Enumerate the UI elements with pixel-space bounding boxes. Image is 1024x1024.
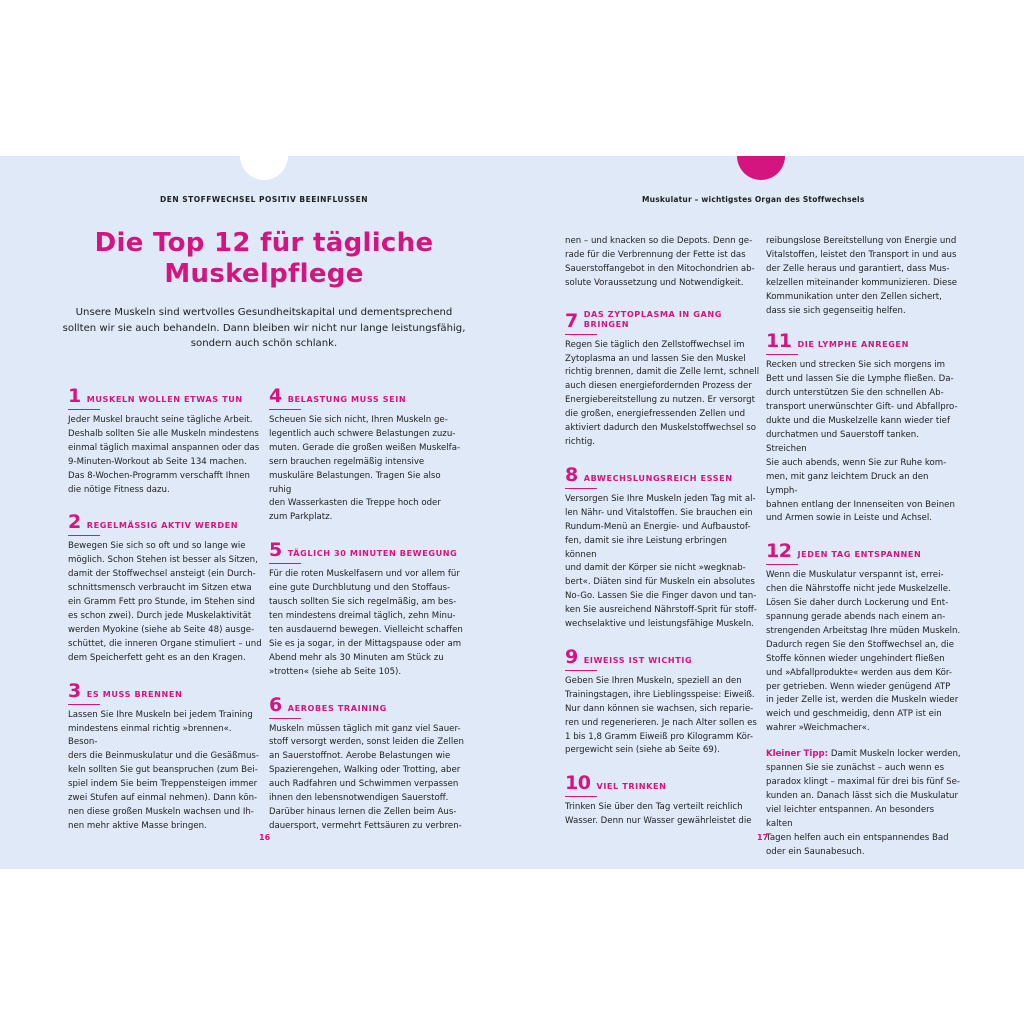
body-line: durch unterstützen Sie den schnellen Ab- xyxy=(766,388,944,399)
section-heading xyxy=(565,645,760,668)
body-line: chen die Nährstoffe nicht jede Muskelzelle. xyxy=(766,584,951,595)
body-line: Versorgen Sie Ihre Muskeln jeden Tag mit al- xyxy=(565,493,756,504)
body-line: dauersport, vermehrt Fettsäuren zu verbren- xyxy=(269,820,462,831)
tip-section-6-continued xyxy=(565,235,760,291)
section-number: 3 xyxy=(68,679,81,702)
section-number: 10 xyxy=(565,772,591,795)
body-line: kunden an. Danach lässt sich die Muskulatur xyxy=(766,790,959,801)
body-line: ten ausdauernd bewegen. Vielleicht schaffen xyxy=(269,624,463,635)
tip-section-12 xyxy=(766,542,961,736)
tip-section-3 xyxy=(68,679,263,834)
body-line: spannung gerade abends nach einem an- xyxy=(766,612,946,623)
section-number: 1 xyxy=(68,385,81,407)
body-line: Rundum-Menü an Energie- und Aufbaustof- xyxy=(565,521,751,532)
section-number: 5 xyxy=(269,539,282,562)
section-number: 11 xyxy=(766,330,792,353)
intro-paragraph xyxy=(60,305,468,352)
heading-rule xyxy=(269,563,301,564)
body-line: tausch sollten Sie sich regelmäßig, am bes- xyxy=(269,597,457,608)
section-heading xyxy=(269,693,464,716)
body-line: Stoffe können wieder ungehindert fließen xyxy=(766,653,945,664)
section-body xyxy=(565,235,760,291)
column-4 xyxy=(766,235,961,869)
body-line: der Zelle heraus und garantiert, dass Mus- xyxy=(766,263,950,274)
section-body xyxy=(269,723,464,834)
body-line: ten mindestens dreimal täglich, zehn Minu- xyxy=(269,610,456,621)
section-title: VIEL TRINKEN xyxy=(596,781,667,792)
body-line: dem Speicherfett geht es an den Kragen. xyxy=(68,652,246,663)
body-line: den Wasserkasten die Treppe hoch oder xyxy=(269,498,441,509)
body-line: Dadurch regen Sie den Stoffwechsel an, die xyxy=(766,639,955,650)
intro-line: Unsere Muskeln sind wertvolles Gesundheitskapital und dementsprechend xyxy=(75,307,453,318)
intro-line: sondern auch schön schlank. xyxy=(190,338,338,349)
book-spread xyxy=(0,156,1024,869)
body-line: Sie es ja sogar, in der Mittagspause oder am xyxy=(269,638,462,649)
heading-rule xyxy=(68,535,100,536)
body-line: 9-Minuten-Workout ab Seite 134 machen. xyxy=(68,456,247,467)
section-body xyxy=(68,709,263,834)
body-line: richtig. xyxy=(565,436,596,447)
body-line: Scheuen Sie sich nicht, Ihren Muskeln ge- xyxy=(269,415,448,425)
body-line: strengenden Arbeitstag Ihre müden Muskeln. xyxy=(766,625,961,636)
body-line: eine gute Durchblutung und den Stoffaus- xyxy=(269,583,451,594)
body-line: ren und regenerieren. Je nach Alter sollen es xyxy=(565,717,757,728)
section-heading xyxy=(766,332,961,352)
body-line: Bewegen Sie sich so oft und so lange wie xyxy=(68,541,246,552)
section-heading xyxy=(565,774,760,794)
body-line: zwei Stufen auf einmal nehmen). Dann kön- xyxy=(68,793,258,804)
body-line: transport unerwünschter Gift- und Abfallpro- xyxy=(766,402,958,413)
body-line: schnittsmensch verbraucht im Sitzen etwa xyxy=(68,583,252,594)
body-line: spiel indem Sie beim Treppensteigen immer xyxy=(68,779,258,790)
page-title xyxy=(60,228,468,290)
tip-section-1 xyxy=(68,387,263,497)
body-line: keln sollten Sie gut beanspruchen (zum Bei- xyxy=(68,765,258,776)
body-line: Recken und strecken Sie sich morgens im xyxy=(766,360,945,371)
body-line: ken Sie ausreichend Nährstoff-Sprit für stoff- xyxy=(565,605,757,616)
section-heading xyxy=(68,513,263,533)
section-body xyxy=(269,568,464,679)
body-line: legentlich auch schwere Belastungen zuzu- xyxy=(269,428,456,439)
page-number-right: 17 xyxy=(757,833,769,842)
section-title-line: BRINGEN xyxy=(583,318,630,329)
title-line: Die Top 12 für tägliche xyxy=(94,228,434,258)
section-body xyxy=(269,414,464,525)
tip-section-7 xyxy=(565,309,760,450)
tip-section-8 xyxy=(565,463,760,632)
tip-section-10-continued xyxy=(766,235,961,318)
body-line: Wasser. Denn nur Wasser gewährleistet die xyxy=(565,816,752,827)
body-line: richtig brennen, damit die Zelle lernt, schnell xyxy=(565,367,760,378)
body-line: und Armen sowie in Leiste und Achsel. xyxy=(766,513,932,524)
section-number: 4 xyxy=(269,385,282,407)
body-line: wahrer »Weichmacher«. xyxy=(766,723,870,734)
section-title: DIE LYMPHE ANREGEN xyxy=(797,339,909,350)
body-line: die nötige Fitness dazu. xyxy=(68,484,170,495)
section-title: ES MUSS BRENNEN xyxy=(86,688,183,699)
body-line: muskuläre Belastungen. Tragen Sie also ruhig xyxy=(269,470,441,495)
heading-rule xyxy=(565,796,597,797)
body-line: fen, damit sie ihre Leistung erbringen können xyxy=(565,535,727,560)
section-title-line: DAS ZYTOPLASMA IN GANG xyxy=(583,308,722,319)
section-body xyxy=(565,801,760,829)
body-line: Deshalb sollten Sie alle Muskeln mindestens xyxy=(68,428,259,439)
body-line: und damit der Körper sie nicht »wegknab- xyxy=(565,563,746,574)
title-line: Muskelpflege xyxy=(164,259,364,289)
section-number: 6 xyxy=(269,693,282,716)
body-line: in jeder Zelle ist, werden die Muskeln wieder xyxy=(766,695,959,706)
body-line: Jeder Muskel braucht seine tägliche Arbeit. xyxy=(68,415,253,425)
body-line: Nur dann können sie wachsen, sich reparie- xyxy=(565,703,754,714)
body-line: bahnen entlang der Innenseiten von Beinen xyxy=(766,499,955,510)
section-number: 12 xyxy=(766,540,792,563)
column-3 xyxy=(565,235,760,845)
body-line: schüttet, die inneren Organe stimuliert – und xyxy=(68,638,262,649)
body-line: Sie auch abends, wenn Sie zur Ruhe kom- xyxy=(766,457,947,468)
body-line: pergewicht sein (siehe ab Seite 69). xyxy=(565,745,720,756)
section-heading xyxy=(766,542,961,562)
tip-section-5 xyxy=(269,541,464,679)
body-line: men, mit ganz leichtem Druck an den Lymph- xyxy=(766,471,929,496)
body-line: bert«. Diäten sind für Muskeln ein absolutes xyxy=(565,577,755,588)
body-line: nen mehr aktive Masse bringen. xyxy=(68,820,207,831)
body-line: spannen Sie sie zunächst – auch wenn es xyxy=(766,763,945,774)
body-line: die großen, energiefressenden Zellen und xyxy=(565,409,746,420)
section-body xyxy=(565,675,760,758)
body-line: per getrieben. Wenn wieder genügend ATP xyxy=(766,681,951,692)
section-heading xyxy=(68,679,263,702)
body-line: stoff versorgt werden, sonst leiden die Zellen xyxy=(269,737,464,748)
body-line: möglich. Schon Stehen ist besser als Sitzen, xyxy=(68,555,258,566)
body-line: ihnen den lebensnotwendigen Sauerstoff. xyxy=(269,793,449,804)
section-title: REGELMÄSSIG AKTIV WERDEN xyxy=(86,520,239,531)
heading-rule xyxy=(766,354,798,355)
white-circle-decoration xyxy=(240,156,288,180)
running-head-left: DEN STOFFWECHSEL POSITIV BEEINFLUSSEN xyxy=(160,195,368,204)
body-line: »trotten« (siehe ab Seite 105). xyxy=(269,666,402,677)
body-line: zum Parkplatz. xyxy=(269,512,333,523)
section-body xyxy=(766,235,961,318)
body-line: ders die Beinmuskulatur und die Gesäßmus- xyxy=(68,751,259,762)
section-number: 2 xyxy=(68,511,81,534)
tip-section-11 xyxy=(766,332,961,526)
section-title xyxy=(584,309,722,330)
tip-body xyxy=(766,748,961,859)
section-heading xyxy=(565,309,760,332)
body-line: Sauerstoffangebot in den Mitochondrien ab- xyxy=(565,263,755,274)
body-line: einmal täglich maximal anspannen oder das xyxy=(68,442,260,453)
heading-rule xyxy=(565,488,597,489)
section-title: AEROBES TRAINING xyxy=(287,702,387,713)
body-line: Für die roten Muskelfasern und vor allem für xyxy=(269,569,460,580)
body-line: Kommunikation unter den Zellen sichert, xyxy=(766,291,942,302)
body-line: kelzellen miteinander kommunizieren. Diese xyxy=(766,277,958,288)
section-number: 9 xyxy=(565,645,578,668)
tip-section-6 xyxy=(269,693,464,834)
tip-label: Kleiner Tipp: xyxy=(766,749,829,760)
body-line: Tagen helfen auch ein entspannendes Bad xyxy=(766,832,949,843)
small-tip xyxy=(766,748,961,859)
section-title: BELASTUNG MUSS SEIN xyxy=(287,394,407,404)
body-line: sern brauchen regelmäßig intensive xyxy=(269,456,425,467)
section-body xyxy=(565,339,760,450)
body-line: nen – und knacken so die Depots. Denn ge- xyxy=(565,236,753,246)
body-line: werden Myokine (siehe ab Seite 48) ausge- xyxy=(68,624,255,635)
heading-rule xyxy=(269,409,301,410)
tip-lines xyxy=(766,762,961,859)
heading-rule xyxy=(68,409,100,410)
body-line: dukte und die Muskelzelle kann wieder tief xyxy=(766,416,950,427)
body-line: ein Gramm Fett pro Stunde, im Stehen sind xyxy=(68,597,256,608)
body-line: und »Abfallprodukte« werden aus dem Kör- xyxy=(766,667,952,678)
pink-circle-decoration xyxy=(737,156,785,180)
body-line: Darüber hinaus lernen die Zellen beim Aus- xyxy=(269,806,457,817)
body-line: Wenn die Muskulatur verspannt ist, errei- xyxy=(766,570,944,581)
body-line: muten. Gerade die großen weißen Muskelfa- xyxy=(269,442,461,453)
heading-rule xyxy=(565,670,597,671)
column-2 xyxy=(269,387,464,850)
body-line: damit der Stoffwechsel ansteigt (ein Durch- xyxy=(68,569,256,580)
body-line: auch diesen energiefordernden Prozess der xyxy=(565,381,752,392)
section-body xyxy=(766,359,961,526)
intro-line: sollten wir sie auch behandeln. Dann bleiben wir nicht nur lange leistungsfähig, xyxy=(62,322,466,334)
body-line: Lassen Sie Ihre Muskeln bei jedem Training xyxy=(68,709,253,720)
body-line: Energiebereitstellung zu nutzen. Er versorgt xyxy=(565,395,755,406)
section-number: 8 xyxy=(565,463,578,486)
section-title: EIWEISS IST WICHTIG xyxy=(583,654,693,665)
section-body xyxy=(565,493,760,632)
body-line: Muskeln müssen täglich mit ganz viel Sauer- xyxy=(269,723,461,734)
body-line: aktiviert dadurch den Muskelstoffwechsel so xyxy=(565,423,757,434)
body-line: an Sauerstoffnot. Aerobe Belastungen wie xyxy=(269,751,451,762)
body-line: Lösen Sie daher durch Lockerung und Ent- xyxy=(766,598,949,609)
heading-rule xyxy=(269,718,301,719)
body-line: No-Go. Lassen Sie die Finger davon und tan- xyxy=(565,591,757,602)
body-line: dass sie sich gegenseitig helfen. xyxy=(766,305,906,316)
body-line: Zytoplasma an und lassen Sie den Muskel xyxy=(565,353,746,364)
body-line: durchatmen und Sauerstoff tanken. Streichen xyxy=(766,429,919,454)
tip-first-line-text: Damit Muskeln locker werden, xyxy=(828,749,961,760)
body-line: es schon zwei). Durch jede Muskelaktivität xyxy=(68,610,252,621)
running-head-right: Muskulatur – wichtigstes Organ des Stoffwechsels xyxy=(642,195,865,204)
body-line: viel leichter entspannen. An besonders kalten xyxy=(766,804,935,829)
body-line: solute Voraussetzung und Notwendigkeit. xyxy=(565,277,744,288)
column-1 xyxy=(68,387,263,850)
page-number-left: 16 xyxy=(259,833,271,842)
body-line: Trinken Sie über den Tag verteilt reichlich xyxy=(565,802,743,813)
body-line: reibungslose Bereitstellung von Energie und xyxy=(766,236,957,246)
body-line: Regen Sie täglich den Zellstoffwechsel im xyxy=(565,339,745,350)
section-heading xyxy=(68,387,263,407)
body-line: auch Radfahren und Schwimmen verpassen xyxy=(269,779,459,790)
tip-section-9 xyxy=(565,645,760,758)
tip-first-line xyxy=(766,748,961,762)
section-body xyxy=(766,569,961,736)
section-title: JEDEN TAG ENTSPANNEN xyxy=(797,549,922,560)
body-line: 1 bis 1,8 Gramm Eiweiß pro Kilogramm Kör- xyxy=(565,731,753,742)
body-line: weich und geschmeidig, denn ATP ist ein xyxy=(766,709,942,720)
tip-section-2 xyxy=(68,513,263,665)
body-line: rade für die Verbrennung der Fette ist das xyxy=(565,249,746,260)
section-heading xyxy=(269,387,464,407)
body-line: Spazierengehen, Walking oder Trotting, aber xyxy=(269,765,461,776)
section-title: ABWECHSLUNGSREICH ESSEN xyxy=(583,472,733,483)
body-line: Bett und lassen Sie die Lymphe fließen. Da- xyxy=(766,374,954,385)
heading-rule xyxy=(565,334,597,335)
section-title: MUSKELN WOLLEN ETWAS TUN xyxy=(86,394,243,404)
body-line: Geben Sie Ihren Muskeln, speziell an den xyxy=(565,675,742,686)
section-title: TÄGLICH 30 MINUTEN BEWEGUNG xyxy=(287,548,458,559)
body-line: len Nähr- und Vitalstoffen. Sie brauchen ein xyxy=(565,507,753,518)
body-line: Abend mehr als 30 Minuten am Stück zu xyxy=(269,652,444,663)
tip-section-4 xyxy=(269,387,464,525)
body-line: Trainingstagen, ihre Lieblingsspeise: Eiweiß. xyxy=(565,689,755,700)
body-line: nen diese großen Muskeln wachsen und Ih- xyxy=(68,806,254,817)
body-line: wechselaktive und leistungsfähige Muskeln. xyxy=(565,619,755,630)
heading-rule xyxy=(68,704,100,705)
section-heading xyxy=(565,463,760,486)
body-line: Vitalstoffen, leistet den Transport in und aus xyxy=(766,249,957,260)
heading-rule xyxy=(766,564,798,565)
section-body xyxy=(68,540,263,665)
body-line: paradox klingt – maximal für drei bis fünf Se- xyxy=(766,777,960,787)
body-line: oder ein Saunabesuch. xyxy=(766,846,865,857)
section-number: 7 xyxy=(565,309,578,332)
tip-section-10 xyxy=(565,774,760,829)
section-body xyxy=(68,414,263,497)
body-line: Das 8-Wochen-Programm verschafft Ihnen xyxy=(68,470,250,481)
body-line: mindestens einmal richtig »brennen«. Beson- xyxy=(68,723,232,748)
section-heading xyxy=(269,541,464,561)
